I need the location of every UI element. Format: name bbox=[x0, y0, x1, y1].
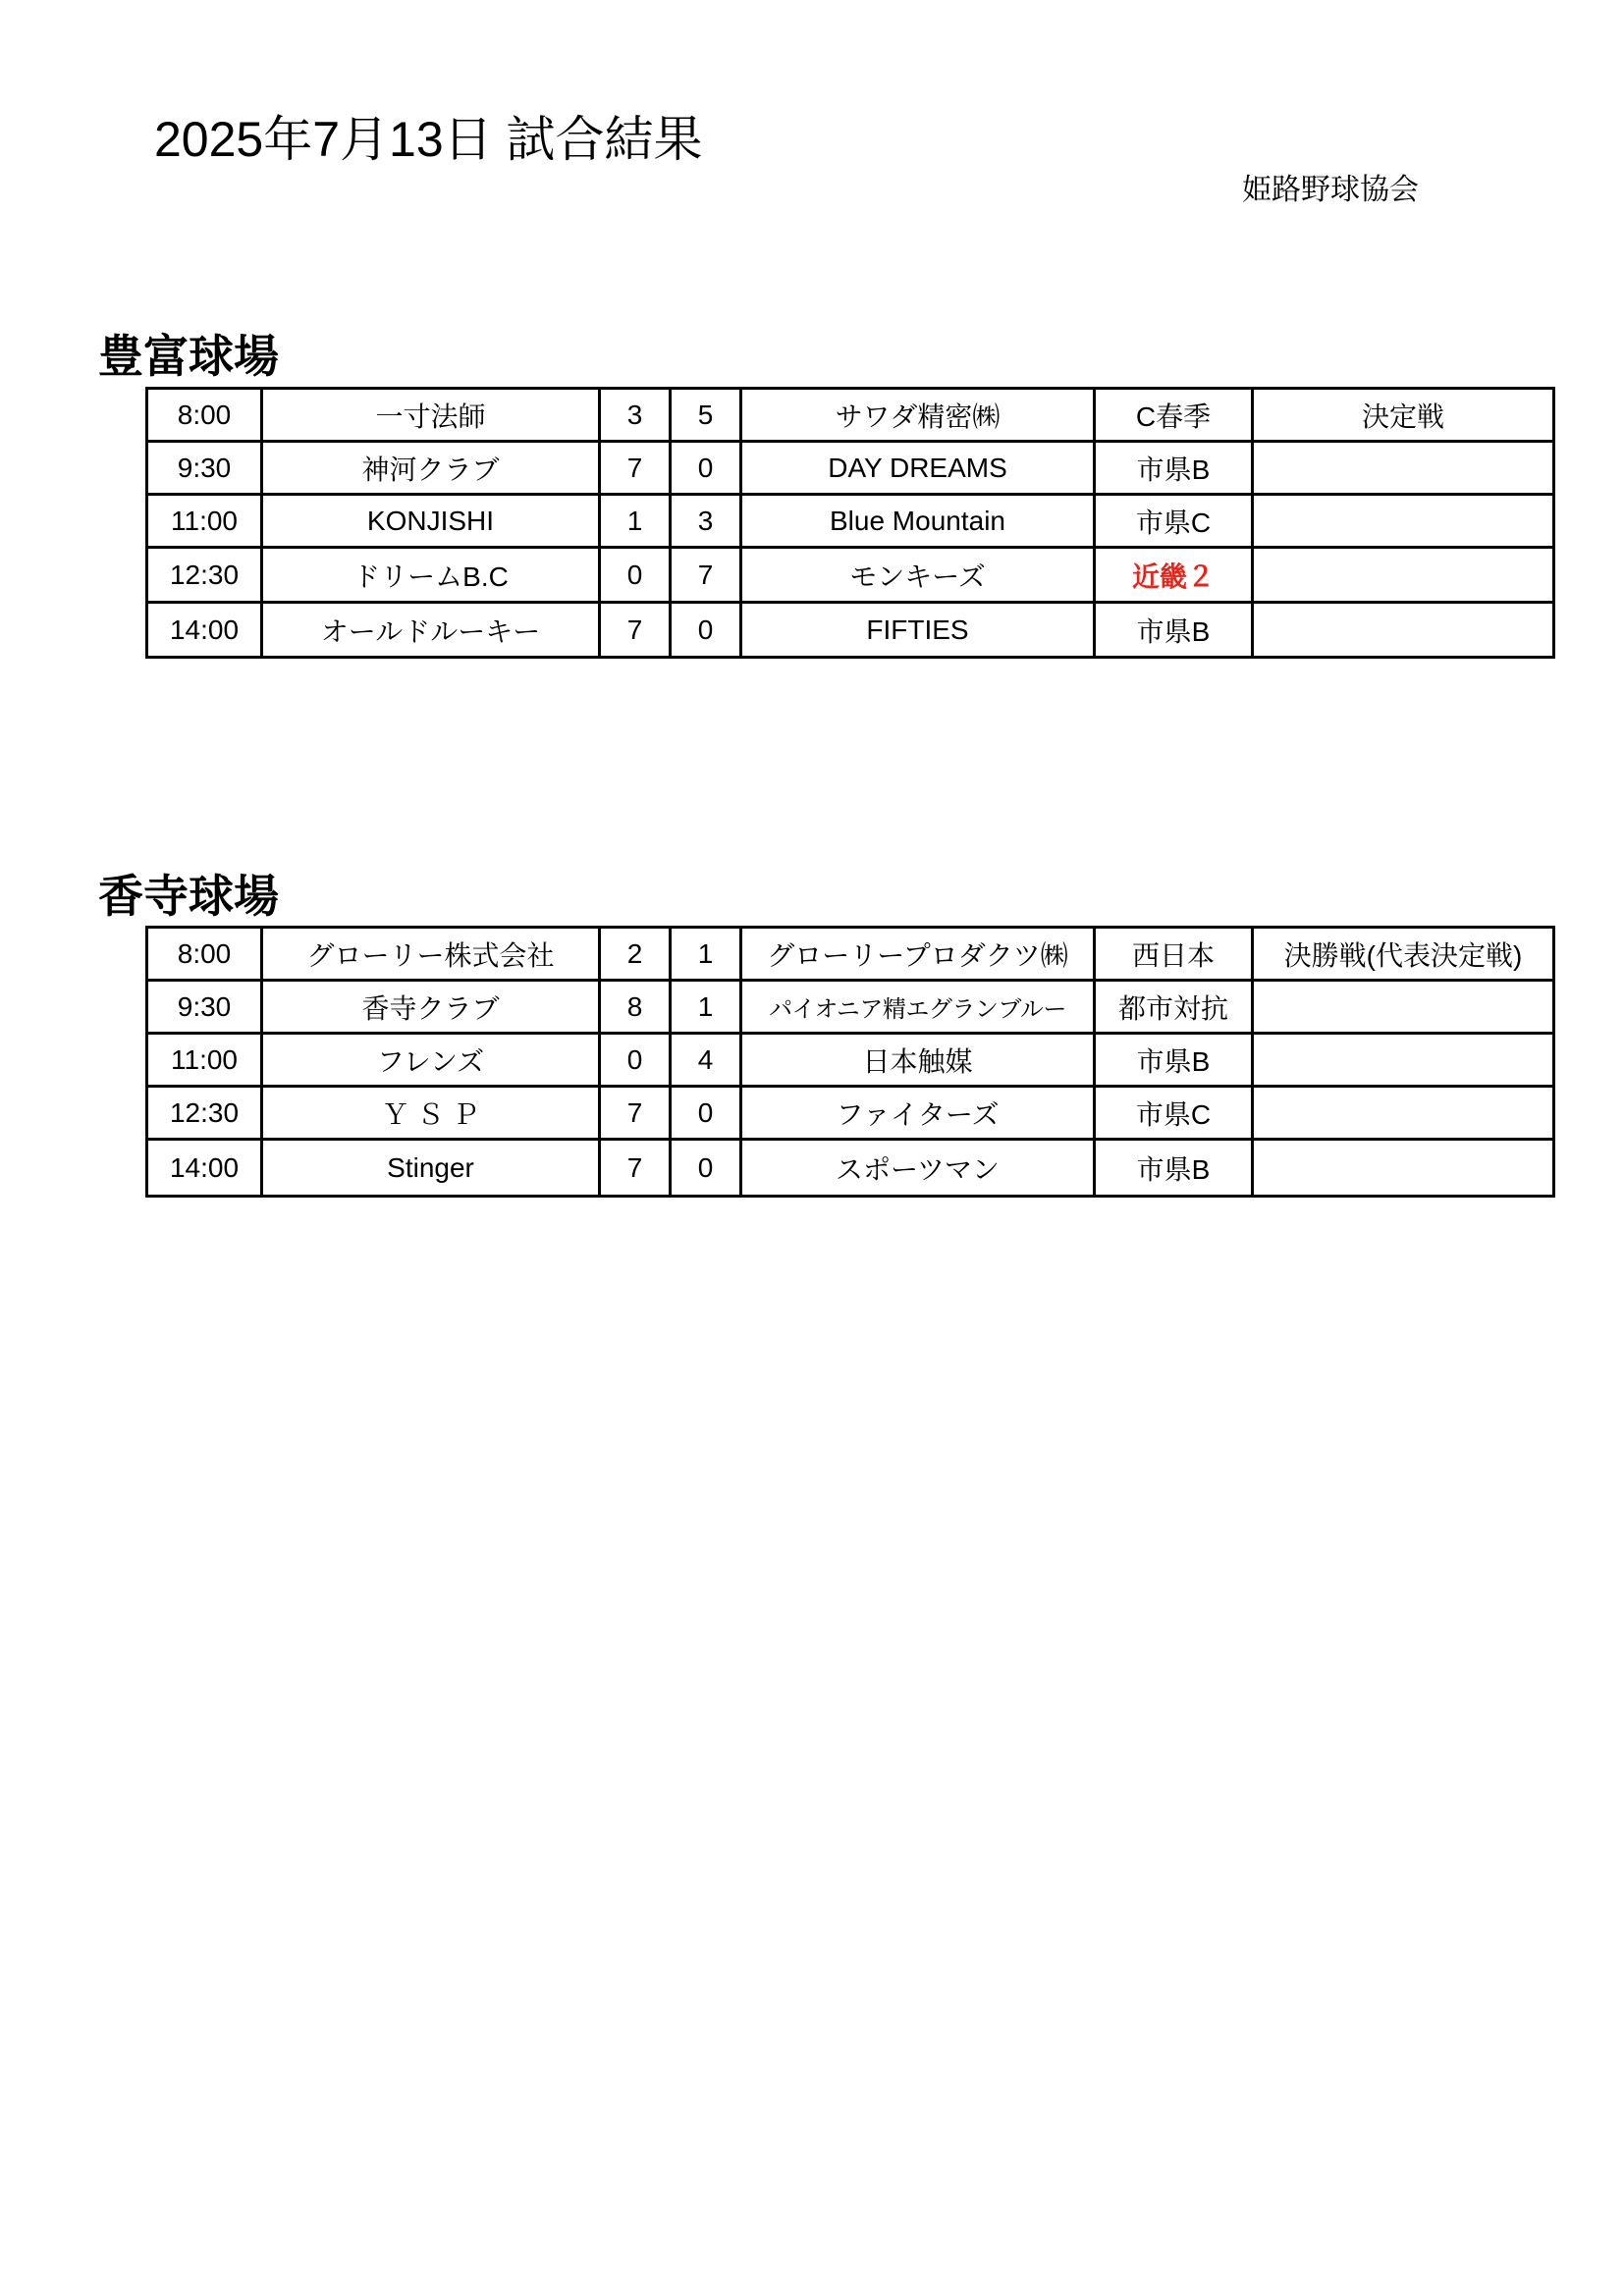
game-note bbox=[1253, 1034, 1554, 1087]
game-note bbox=[1253, 495, 1554, 548]
team1-score: 1 bbox=[600, 495, 671, 548]
game-note bbox=[1253, 1140, 1554, 1197]
team1-name: 香寺クラブ bbox=[262, 981, 600, 1034]
game-category: 市県B bbox=[1095, 1034, 1253, 1087]
team2-name: パイオニア精エグランブルー bbox=[741, 981, 1095, 1034]
results-table-kodera bbox=[145, 926, 1555, 1198]
team1-name: オールドルーキー bbox=[262, 603, 600, 658]
game-note bbox=[1253, 442, 1554, 495]
game-category: 都市対抗 bbox=[1095, 981, 1253, 1034]
table-row bbox=[147, 495, 1554, 548]
team2-name: FIFTIES bbox=[741, 603, 1095, 658]
game-time: 12:30 bbox=[147, 1087, 262, 1140]
team1-name: グローリー株式会社 bbox=[262, 928, 600, 981]
game-category: 市県C bbox=[1095, 1087, 1253, 1140]
game-time: 11:00 bbox=[147, 495, 262, 548]
table-row bbox=[147, 928, 1554, 981]
team2-name: DAY DREAMS bbox=[741, 442, 1095, 495]
team1-score: 0 bbox=[600, 548, 671, 603]
game-category: 西日本 bbox=[1095, 928, 1253, 981]
game-category: 市県B bbox=[1095, 1140, 1253, 1197]
game-note: 決勝戦(代表決定戦) bbox=[1253, 928, 1554, 981]
team1-score: 7 bbox=[600, 1087, 671, 1140]
team1-name: Ｙ Ｓ Ｐ bbox=[262, 1087, 600, 1140]
team2-name: ファイターズ bbox=[741, 1087, 1095, 1140]
game-note bbox=[1253, 603, 1554, 658]
team2-score: 0 bbox=[671, 442, 741, 495]
game-time: 12:30 bbox=[147, 548, 262, 603]
team2-name: 日本触媒 bbox=[741, 1034, 1095, 1087]
table-row bbox=[147, 548, 1554, 603]
team2-score: 5 bbox=[671, 389, 741, 442]
table-row bbox=[147, 1034, 1554, 1087]
game-time: 8:00 bbox=[147, 928, 262, 981]
table-row bbox=[147, 442, 1554, 495]
team1-name: ドリームB.C bbox=[262, 548, 600, 603]
game-note bbox=[1253, 981, 1554, 1034]
team1-name: 神河クラブ bbox=[262, 442, 600, 495]
team1-name: KONJISHI bbox=[262, 495, 600, 548]
team2-score: 1 bbox=[671, 981, 741, 1034]
team1-name: Stinger bbox=[262, 1140, 600, 1197]
team2-name: モンキーズ bbox=[741, 548, 1095, 603]
game-time: 11:00 bbox=[147, 1034, 262, 1087]
game-category: 市県B bbox=[1095, 442, 1253, 495]
team2-score: 3 bbox=[671, 495, 741, 548]
game-time: 14:00 bbox=[147, 1140, 262, 1197]
game-note bbox=[1253, 548, 1554, 603]
page-title: 2025年7月13日 試合結果 bbox=[154, 112, 703, 167]
team2-score: 0 bbox=[671, 603, 741, 658]
team2-score: 0 bbox=[671, 1140, 741, 1197]
team2-name: スポーツマン bbox=[741, 1140, 1095, 1197]
team1-score: 3 bbox=[600, 389, 671, 442]
game-category-highlighted: 近畿２ bbox=[1095, 548, 1253, 603]
venue-title-toyotomi: 豊富球場 bbox=[98, 331, 279, 382]
team1-score: 7 bbox=[600, 1140, 671, 1197]
table-row bbox=[147, 603, 1554, 658]
game-time: 14:00 bbox=[147, 603, 262, 658]
game-time: 9:30 bbox=[147, 442, 262, 495]
table-row bbox=[147, 981, 1554, 1034]
venue-title-kodera: 香寺球場 bbox=[98, 871, 279, 922]
game-category: 市県B bbox=[1095, 603, 1253, 658]
team1-score: 0 bbox=[600, 1034, 671, 1087]
table-row bbox=[147, 389, 1554, 442]
game-note bbox=[1253, 1087, 1554, 1140]
team2-name: サワダ精密㈱ bbox=[741, 389, 1095, 442]
team2-name: Blue Mountain bbox=[741, 495, 1095, 548]
results-table-toyotomi bbox=[145, 387, 1555, 659]
game-time: 8:00 bbox=[147, 389, 262, 442]
table-row bbox=[147, 1140, 1554, 1197]
game-time: 9:30 bbox=[147, 981, 262, 1034]
team1-score: 7 bbox=[600, 603, 671, 658]
team1-score: 8 bbox=[600, 981, 671, 1034]
team1-score: 2 bbox=[600, 928, 671, 981]
team2-score: 4 bbox=[671, 1034, 741, 1087]
game-category: 市県C bbox=[1095, 495, 1253, 548]
table-row bbox=[147, 1087, 1554, 1140]
team2-score: 7 bbox=[671, 548, 741, 603]
team2-name: グローリープロダクツ㈱ bbox=[741, 928, 1095, 981]
organization-name: 姫路野球協会 bbox=[1242, 174, 1419, 206]
team1-score: 7 bbox=[600, 442, 671, 495]
team1-name: 一寸法師 bbox=[262, 389, 600, 442]
game-category: C春季 bbox=[1095, 389, 1253, 442]
game-note: 決定戦 bbox=[1253, 389, 1554, 442]
team1-name: フレンズ bbox=[262, 1034, 600, 1087]
team2-score: 0 bbox=[671, 1087, 741, 1140]
team2-score: 1 bbox=[671, 928, 741, 981]
